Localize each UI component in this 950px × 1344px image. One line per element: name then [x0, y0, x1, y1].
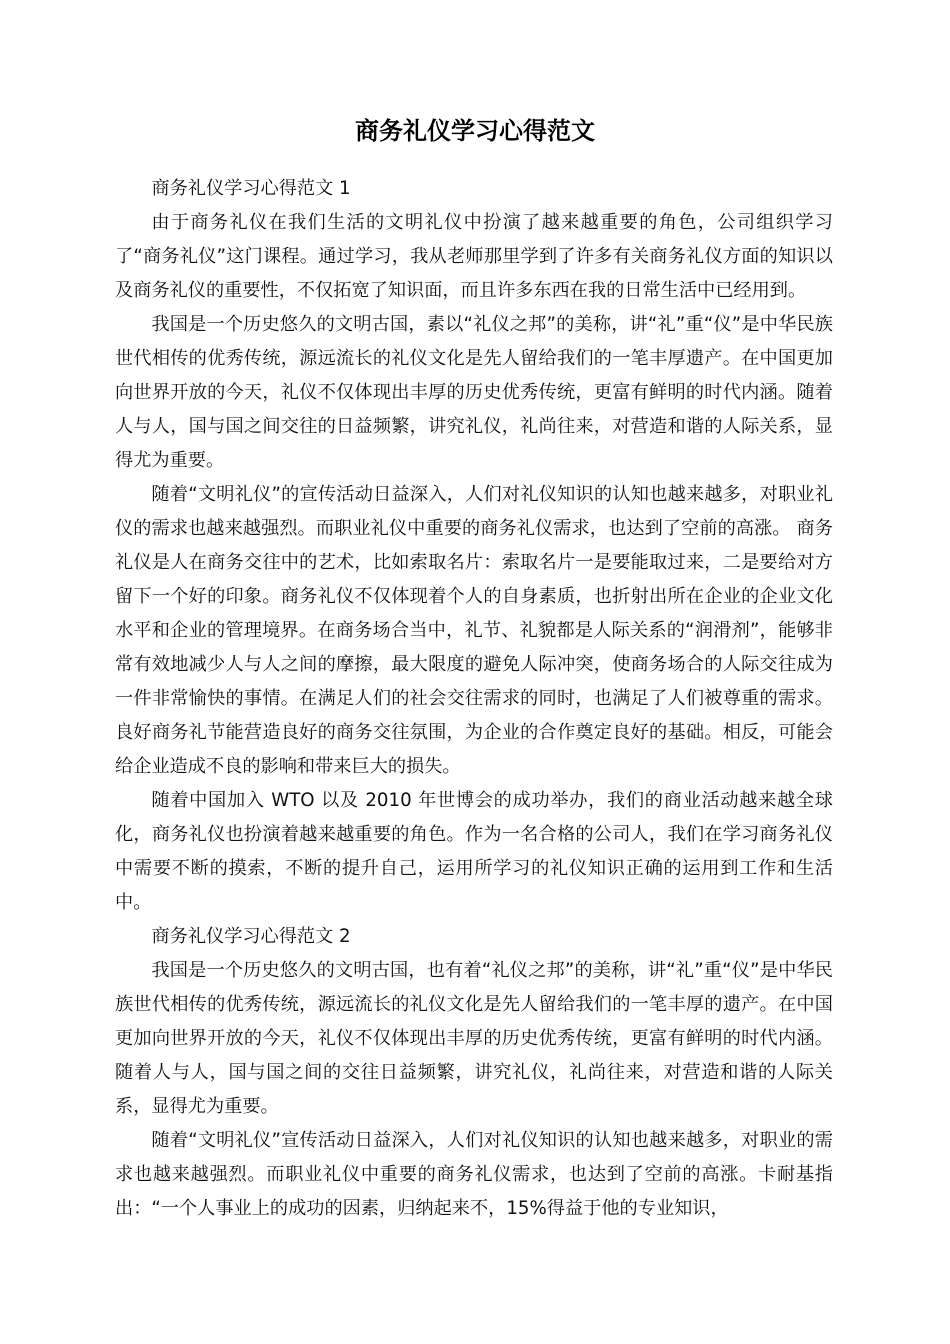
paragraph: 随着中国加入 WTO 以及 2010 年世博会的成功举办，我们的商业活动越来越全球化，商务礼仪也扮演着越来越重要的角色。作为一名合格的公司人，我们在学习商务礼仪中需要不断的摸索，不断的提升自己，运用所学习的礼仪知识正确的运用到工作和生活中。: [115, 790, 833, 913]
document-title: 商务礼仪学习心得范文: [355, 117, 595, 145]
paragraph: 我国是一个历史悠久的文明古国，也有着“礼仪之邦”的美称，讲“礼”重“仪”是中华民族世代相传的优秀传统，源远流长的礼仪文化是先人留给我们的一笔丰厚的遗产。在中国更加向世界开放的今天，礼仪不仅体现出丰厚的历史优秀传统，更富有鲜明的时代内涵。随着人与人，国与国之间的交往日益频繁，讲究礼仪，礼尚往来，对营造和谐的人际关系，显得尤为重要。: [115, 960, 833, 1117]
paragraph: 随着“文明礼仪”的宣传活动日益深入，人们对礼仪知识的认知也越来越多，对职业礼仪的需求也越来越强烈。而职业礼仪中重要的商务礼仪需求，也达到了空前的高涨。 商务礼仪是人在商务交往中的艺术，比如索取名片：索取名片一是要能取过来，二是要给对方留下一个好的印象。商务礼仪不仅体现着个人的自身素质，也折射出所在企业的企业文化水平和企业的管理境界。在商务场合当中，礼节、礼貌都是人际关系的“润滑剂”，能够非常有效地减少人与人之间的摩擦，最大限度的避免人际冲突，使商务场合的人际交往成为一件非常愉快的事情。在满足人们的社会交往需求的同时，也满足了人们被尊重的需求。良好商务礼节能营造良好的商务交往氛围，为企业的合作奠定良好的基础。相反，可能会给企业造成不良的影响和带来巨大的损失。: [115, 484, 833, 777]
document-body: [115, 172, 833, 1226]
paragraph: 随着“文明礼仪”宣传活动日益深入，人们对礼仪知识的认知也越来越多，对职业的需求也越来越强烈。而职业礼仪中重要的商务礼仪需求，也达到了空前的高涨。卡耐基指出：“一个人事业上的成功的因素，归纳起来不，15%得益于他的专业知识，: [115, 1130, 833, 1219]
section-heading-1: 商务礼仪学习心得范文 1: [151, 178, 351, 199]
paragraph: 我国是一个历史悠久的文明古国，素以“礼仪之邦”的美称，讲“礼”重“仪”是中华民族世代相传的优秀传统，源远流长的礼仪文化是先人留给我们的一笔丰厚遗产。在中国更加向世界开放的今天，礼仪不仅体现出丰厚的历史优秀传统，更富有鲜明的时代内涵。随着人与人，国与国之间交往的日益频繁，讲究礼仪，礼尚往来，对营造和谐的人际关系，显得尤为重要。: [115, 314, 833, 471]
paragraph: 由于商务礼仪在我们生活的文明礼仪中扮演了越来越重要的角色，公司组织学习了“商务礼仪”这门课程。通过学习，我从老师那里学到了许多有关商务礼仪方面的知识以及商务礼仪的重要性，不仅拓宽了知识面，而且许多东西在我的日常生活中已经用到。: [115, 212, 833, 301]
section-heading-2: 商务礼仪学习心得范文 2: [151, 926, 351, 947]
